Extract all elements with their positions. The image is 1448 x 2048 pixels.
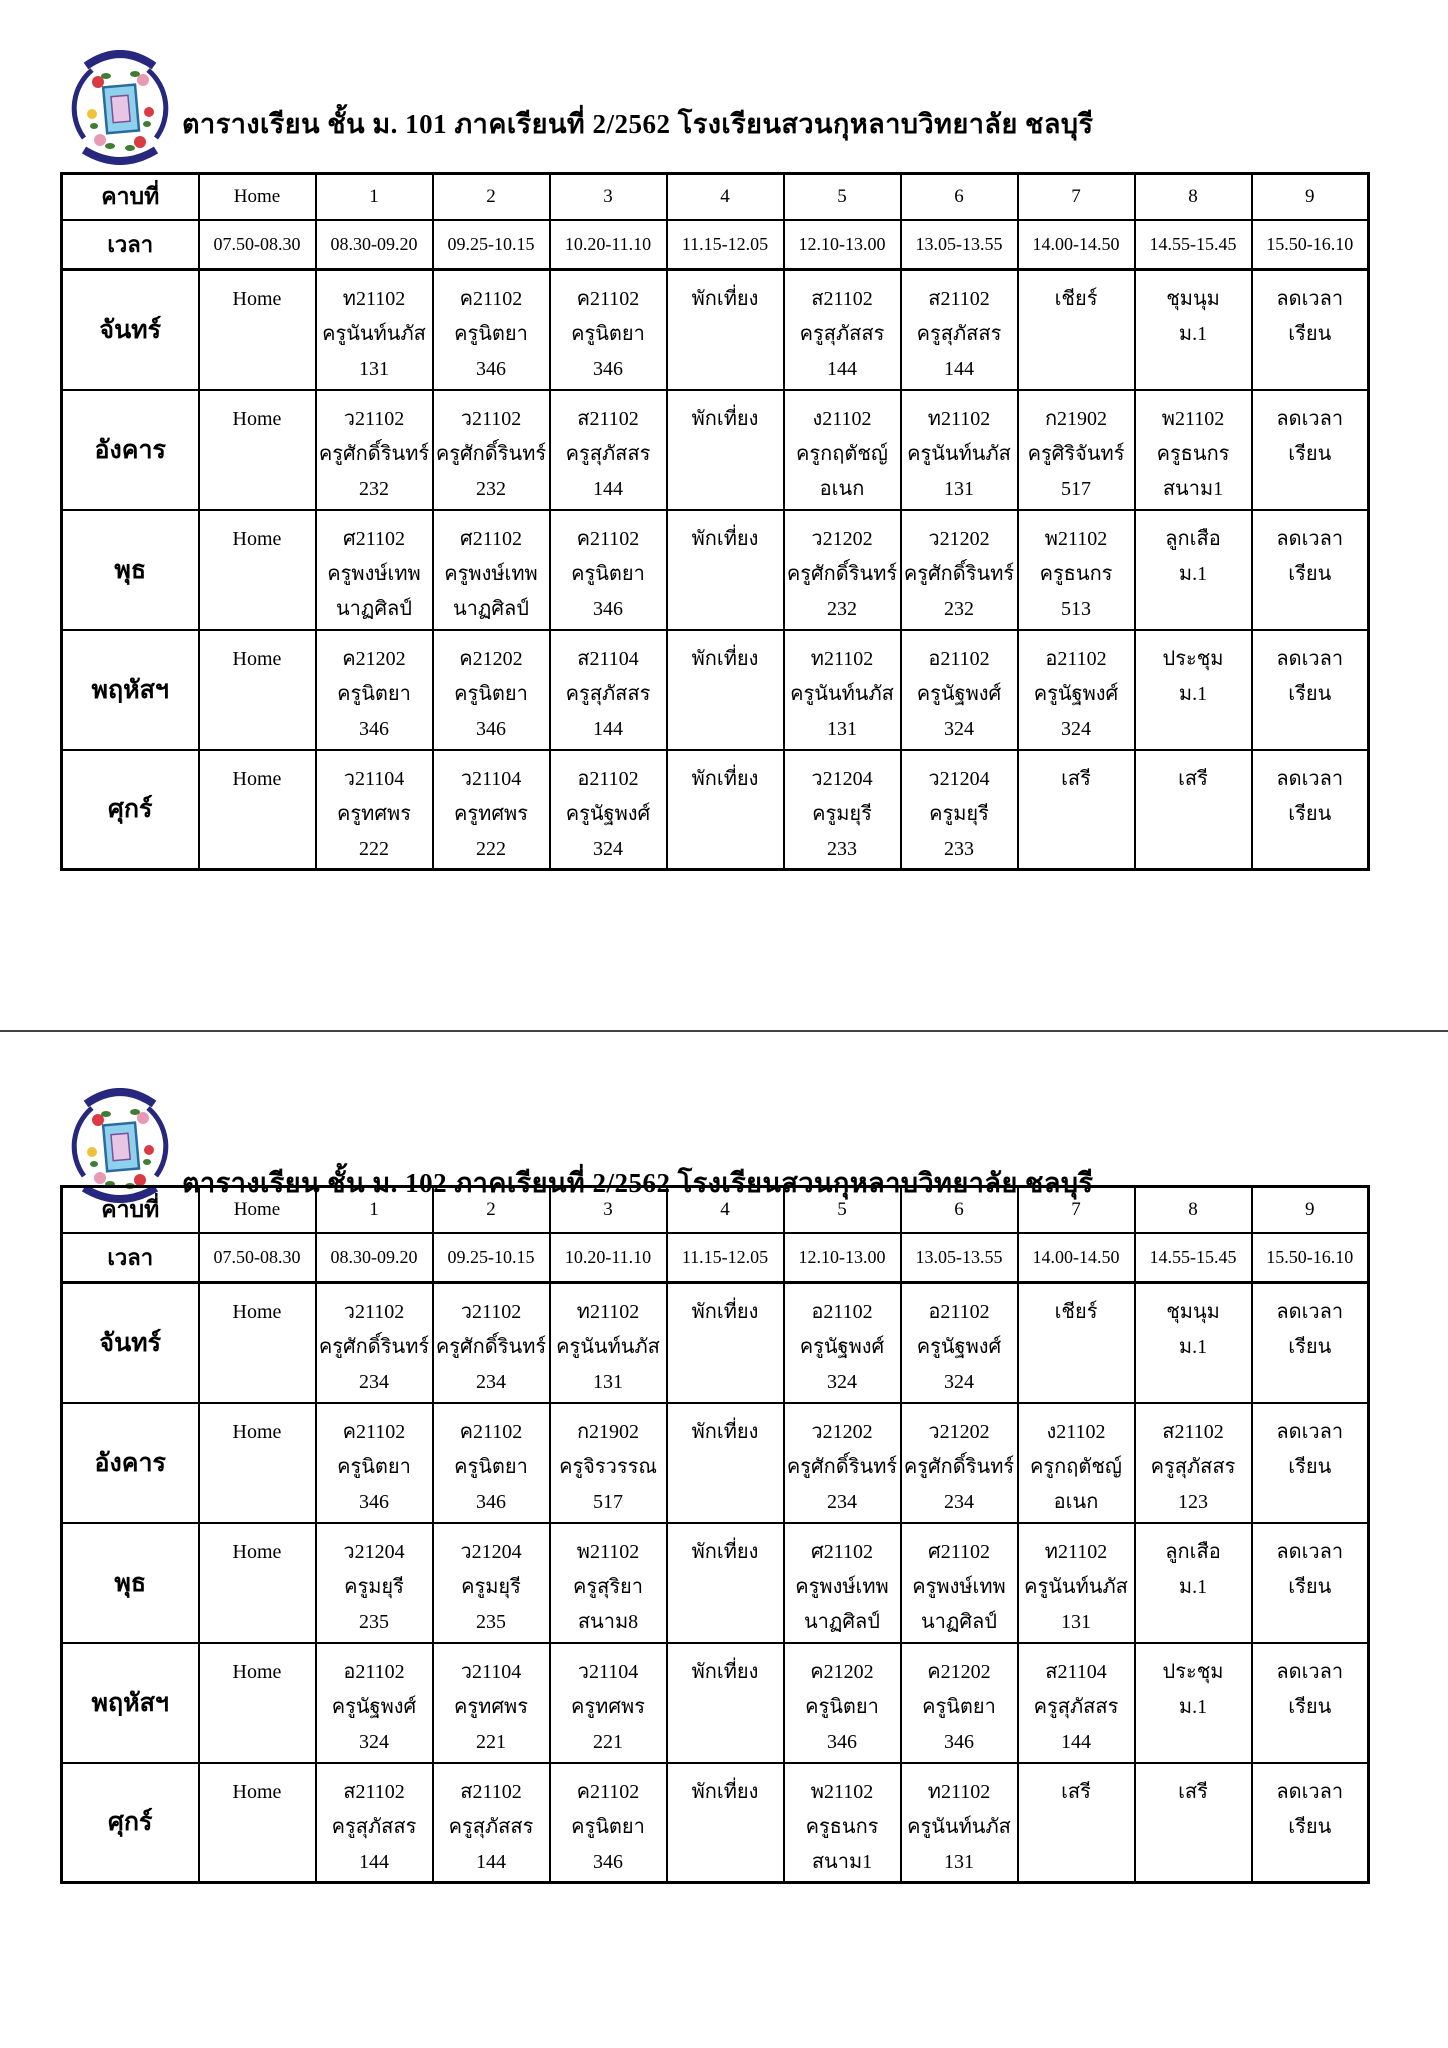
- schedule-cell: พ21102 ครูธนกร สนาม1: [784, 1763, 901, 1883]
- time-range-cell: 10.20-11.10: [550, 220, 667, 270]
- schedule-cell: เสรี: [1018, 1763, 1135, 1883]
- time-range-cell: 14.55-15.45: [1135, 220, 1252, 270]
- period-number-cell: 7: [1018, 174, 1135, 220]
- schedule-cell: ส21102 ครูสุภัสสร 144: [784, 270, 901, 390]
- schedule-cell: Home: [199, 750, 316, 870]
- schedule-cell: ลดเวลา เรียน: [1252, 1283, 1369, 1403]
- period-number-cell: 8: [1135, 1187, 1252, 1233]
- schedule-cell: ว21102 ครูศักดิ์รินทร์ 234: [433, 1283, 550, 1403]
- schedule-cell: ว21202 ครูศักดิ์รินทร์ 232: [784, 510, 901, 630]
- period-header-label: คาบที่: [62, 174, 199, 220]
- schedule-cell: Home: [199, 1763, 316, 1883]
- time-range-cell: 11.15-12.05: [667, 1233, 784, 1283]
- period-number-cell: Home: [199, 1187, 316, 1233]
- schedule-cell: อ21102 ครูนัฐพงศ์ 324: [784, 1283, 901, 1403]
- period-number-cell: 5: [784, 174, 901, 220]
- day-name-label: พฤหัสฯ: [62, 630, 199, 750]
- schedule-cell: ส21102 ครูสุภัสสร 144: [550, 390, 667, 510]
- schedule-cell: Home: [199, 270, 316, 390]
- day-row: [62, 1523, 1369, 1643]
- day-name-label: ศุกร์: [62, 750, 199, 870]
- schedule-cell: ค21102 ครูนิตยา 346: [550, 270, 667, 390]
- schedule-cell: Home: [199, 1643, 316, 1763]
- schedule-cell: ส21102 ครูสุภัสสร 144: [316, 1763, 433, 1883]
- schedule-cell: ท21102 ครูนันท์นภัส 131: [901, 1763, 1018, 1883]
- day-row: [62, 510, 1369, 630]
- schedule-cell: ว21204 ครูมยุรี 235: [433, 1523, 550, 1643]
- schedule-cell: Home: [199, 1523, 316, 1643]
- schedule-cell: ส21104 ครูสุภัสสร 144: [550, 630, 667, 750]
- schedule-cell: ว21104 ครูทศพร 222: [433, 750, 550, 870]
- schedule-cell: เสรี: [1135, 1763, 1252, 1883]
- time-range-cell: 12.10-13.00: [784, 1233, 901, 1283]
- schedule-cell: ศ21102 ครูพงษ์เทพ นาฏศิลป์: [433, 510, 550, 630]
- period-number-cell: Home: [199, 174, 316, 220]
- schedule-cell: ค21202 ครูนิตยา 346: [433, 630, 550, 750]
- period-number-cell: 2: [433, 1187, 550, 1233]
- time-range-cell: 09.25-10.15: [433, 220, 550, 270]
- schedule-cell: ว21204 ครูมยุรี 235: [316, 1523, 433, 1643]
- time-range-cell: 07.50-08.30: [199, 1233, 316, 1283]
- schedule-cell: พักเที่ยง: [667, 1643, 784, 1763]
- schedule-cell: ท21102 ครูนันท์นภัส 131: [550, 1283, 667, 1403]
- schedule-cell: เสรี: [1018, 750, 1135, 870]
- schedule-cell: อ21102 ครูนัฐพงศ์ 324: [901, 630, 1018, 750]
- day-name-label: จันทร์: [62, 1283, 199, 1403]
- schedule-cell: Home: [199, 1283, 316, 1403]
- day-row: [62, 1643, 1369, 1763]
- time-range-cell: 12.10-13.00: [784, 220, 901, 270]
- schedule-cell: ว21104 ครูทศพร 222: [316, 750, 433, 870]
- schedule-cell: พักเที่ยง: [667, 1523, 784, 1643]
- schedule-cell: ลดเวลา เรียน: [1252, 1643, 1369, 1763]
- time-header-label: เวลา: [62, 1233, 199, 1283]
- schedule-cell: ค21102 ครูนิตยา 346: [316, 1403, 433, 1523]
- schedule-cell: ลดเวลา เรียน: [1252, 390, 1369, 510]
- schedule-cell: ค21102 ครูนิตยา 346: [550, 510, 667, 630]
- page-divider: [0, 1030, 1448, 1032]
- schedule-cell: ลูกเสือ ม.1: [1135, 1523, 1252, 1643]
- schedule-cell: พักเที่ยง: [667, 1403, 784, 1523]
- schedule-cell: ค21202 ครูนิตยา 346: [316, 630, 433, 750]
- schedule-cell: ศ21102 ครูพงษ์เทพ นาฏศิลป์: [901, 1523, 1018, 1643]
- schedule-cell: ค21102 ครูนิตยา 346: [433, 1403, 550, 1523]
- schedule-cell: ประชุม ม.1: [1135, 630, 1252, 750]
- timetable-title-m102: ตารางเรียน ชั้น ม. 102 ภาคเรียนที่ 2/2562 โรงเรียนสวนกุหลาบวิทยาลัย ชลบุรี: [182, 1168, 1094, 1199]
- time-range-cell: 08.30-09.20: [316, 220, 433, 270]
- schedule-cell: ว21102 ครูศักดิ์รินทร์ 232: [316, 390, 433, 510]
- hdr-row: [62, 174, 1369, 220]
- timetable-title-m101: ตารางเรียน ชั้น ม. 101 ภาคเรียนที่ 2/2562 โรงเรียนสวนกุหลาบวิทยาลัย ชลบุรี: [182, 109, 1094, 140]
- day-name-label: จันทร์: [62, 270, 199, 390]
- schedule-cell: ศ21102 ครูพงษ์เทพ นาฏศิลป์: [316, 510, 433, 630]
- schedule-cell: Home: [199, 1403, 316, 1523]
- time-range-cell: 14.55-15.45: [1135, 1233, 1252, 1283]
- time-range-cell: 15.50-16.10: [1252, 220, 1369, 270]
- hdr-row: [62, 1187, 1369, 1233]
- day-row: [62, 630, 1369, 750]
- schedule-cell: พักเที่ยง: [667, 1763, 784, 1883]
- school-crest-icon: [70, 50, 170, 168]
- day-row: [62, 270, 1369, 390]
- schedule-cell: เสรี: [1135, 750, 1252, 870]
- schedule-cell: ก21902 ครูจิรวรรณ 517: [550, 1403, 667, 1523]
- schedule-cell: ท21102 ครูนันท์นภัส 131: [1018, 1523, 1135, 1643]
- period-number-cell: 3: [550, 1187, 667, 1233]
- time-range-cell: 15.50-16.10: [1252, 1233, 1369, 1283]
- period-number-cell: 1: [316, 1187, 433, 1233]
- time-row: [62, 220, 1369, 270]
- schedule-cell: พ21102 ครูธนกร สนาม1: [1135, 390, 1252, 510]
- period-number-cell: 6: [901, 174, 1018, 220]
- time-range-cell: 09.25-10.15: [433, 1233, 550, 1283]
- period-number-cell: 9: [1252, 1187, 1369, 1233]
- timetable-sheet-m102: [0, 1058, 1448, 2048]
- schedule-cell: ว21202 ครูศักดิ์รินทร์ 232: [901, 510, 1018, 630]
- schedule-cell: ว21204 ครูมยุรี 233: [784, 750, 901, 870]
- schedule-cell: ลูกเสือ ม.1: [1135, 510, 1252, 630]
- schedule-cell: พ21102 ครูธนกร 513: [1018, 510, 1135, 630]
- schedule-cell: ลดเวลา เรียน: [1252, 1403, 1369, 1523]
- period-number-cell: 6: [901, 1187, 1018, 1233]
- schedule-cell: พักเที่ยง: [667, 270, 784, 390]
- timetable-m102: [60, 1185, 1370, 1884]
- day-name-label: อังคาร: [62, 390, 199, 510]
- time-range-cell: 11.15-12.05: [667, 220, 784, 270]
- schedule-cell: ส21102 ครูสุภัสสร 144: [901, 270, 1018, 390]
- schedule-cell: ท21102 ครูนันท์นภัส 131: [784, 630, 901, 750]
- schedule-cell: ท21102 ครูนันท์นภัส 131: [901, 390, 1018, 510]
- day-name-label: พฤหัสฯ: [62, 1643, 199, 1763]
- day-row: [62, 390, 1369, 510]
- time-range-cell: 13.05-13.55: [901, 220, 1018, 270]
- day-row: [62, 1763, 1369, 1883]
- schedule-cell: เชียร์: [1018, 270, 1135, 390]
- schedule-cell: พักเที่ยง: [667, 630, 784, 750]
- schedule-cell: ว21202 ครูศักดิ์รินทร์ 234: [901, 1403, 1018, 1523]
- schedule-cell: ลดเวลา เรียน: [1252, 630, 1369, 750]
- time-header-label: เวลา: [62, 220, 199, 270]
- period-number-cell: 8: [1135, 174, 1252, 220]
- schedule-cell: ค21202 ครูนิตยา 346: [901, 1643, 1018, 1763]
- schedule-cell: พักเที่ยง: [667, 750, 784, 870]
- schedule-cell: ส21104 ครูสุภัสสร 144: [1018, 1643, 1135, 1763]
- schedule-cell: อ21102 ครูนัฐพงศ์ 324: [316, 1643, 433, 1763]
- schedule-cell: ลดเวลา เรียน: [1252, 750, 1369, 870]
- schedule-cell: ว21104 ครูทศพร 221: [550, 1643, 667, 1763]
- schedule-cell: ชุมนุม ม.1: [1135, 1283, 1252, 1403]
- day-name-label: ศุกร์: [62, 1763, 199, 1883]
- period-number-cell: 2: [433, 174, 550, 220]
- schedule-cell: Home: [199, 630, 316, 750]
- period-number-cell: 4: [667, 174, 784, 220]
- day-name-label: อังคาร: [62, 1403, 199, 1523]
- schedule-cell: ว21202 ครูศักดิ์รินทร์ 234: [784, 1403, 901, 1523]
- schedule-cell: ลดเวลา เรียน: [1252, 1763, 1369, 1883]
- schedule-cell: อ21102 ครูนัฐพงศ์ 324: [550, 750, 667, 870]
- day-row: [62, 1283, 1369, 1403]
- day-row: [62, 1403, 1369, 1523]
- schedule-cell: ลดเวลา เรียน: [1252, 270, 1369, 390]
- time-row: [62, 1233, 1369, 1283]
- schedule-cell: อ21102 ครูนัฐพงศ์ 324: [901, 1283, 1018, 1403]
- schedule-cell: ค21102 ครูนิตยา 346: [433, 270, 550, 390]
- schedule-cell: พักเที่ยง: [667, 1283, 784, 1403]
- schedule-cell: อ21102 ครูนัฐพงศ์ 324: [1018, 630, 1135, 750]
- day-row: [62, 750, 1369, 870]
- timetable-m101: [60, 172, 1370, 871]
- schedule-cell: พ21102 ครูสุริยา สนาม8: [550, 1523, 667, 1643]
- schedule-cell: ส21102 ครูสุภัสสร 144: [433, 1763, 550, 1883]
- time-range-cell: 10.20-11.10: [550, 1233, 667, 1283]
- schedule-cell: ว21102 ครูศักดิ์รินทร์ 234: [316, 1283, 433, 1403]
- period-number-cell: 1: [316, 174, 433, 220]
- period-number-cell: 9: [1252, 174, 1369, 220]
- schedule-cell: ส21102 ครูสุภัสสร 123: [1135, 1403, 1252, 1523]
- schedule-cell: ท21102 ครูนันท์นภัส 131: [316, 270, 433, 390]
- schedule-cell: ง21102 ครูกฤตัชญ์ อเนก: [1018, 1403, 1135, 1523]
- time-range-cell: 07.50-08.30: [199, 220, 316, 270]
- period-number-cell: 4: [667, 1187, 784, 1233]
- schedule-cell: ลดเวลา เรียน: [1252, 1523, 1369, 1643]
- schedule-cell: ศ21102 ครูพงษ์เทพ นาฏศิลป์: [784, 1523, 901, 1643]
- period-number-cell: 3: [550, 174, 667, 220]
- schedule-cell: ลดเวลา เรียน: [1252, 510, 1369, 630]
- schedule-cell: ก21902 ครูศิริจันทร์ 517: [1018, 390, 1135, 510]
- time-range-cell: 14.00-14.50: [1018, 1233, 1135, 1283]
- schedule-cell: ค21202 ครูนิตยา 346: [784, 1643, 901, 1763]
- schedule-cell: ว21104 ครูทศพร 221: [433, 1643, 550, 1763]
- schedule-cell: ว21204 ครูมยุรี 233: [901, 750, 1018, 870]
- schedule-cell: ประชุม ม.1: [1135, 1643, 1252, 1763]
- period-number-cell: 7: [1018, 1187, 1135, 1233]
- schedule-cell: ค21102 ครูนิตยา 346: [550, 1763, 667, 1883]
- schedule-cell: พักเที่ยง: [667, 390, 784, 510]
- time-range-cell: 14.00-14.50: [1018, 220, 1135, 270]
- time-range-cell: 08.30-09.20: [316, 1233, 433, 1283]
- schedule-cell: Home: [199, 510, 316, 630]
- period-number-cell: 5: [784, 1187, 901, 1233]
- schedule-cell: ง21102 ครูกฤตัชญ์ อเนก: [784, 390, 901, 510]
- schedule-cell: ชุมนุม ม.1: [1135, 270, 1252, 390]
- schedule-cell: พักเที่ยง: [667, 510, 784, 630]
- period-header-label: คาบที่: [62, 1187, 199, 1233]
- schedule-cell: Home: [199, 390, 316, 510]
- time-range-cell: 13.05-13.55: [901, 1233, 1018, 1283]
- schedule-cell: เชียร์: [1018, 1283, 1135, 1403]
- school-crest-logo: [70, 50, 170, 168]
- day-name-label: พุธ: [62, 1523, 199, 1643]
- schedule-cell: ว21102 ครูศักดิ์รินทร์ 232: [433, 390, 550, 510]
- day-name-label: พุธ: [62, 510, 199, 630]
